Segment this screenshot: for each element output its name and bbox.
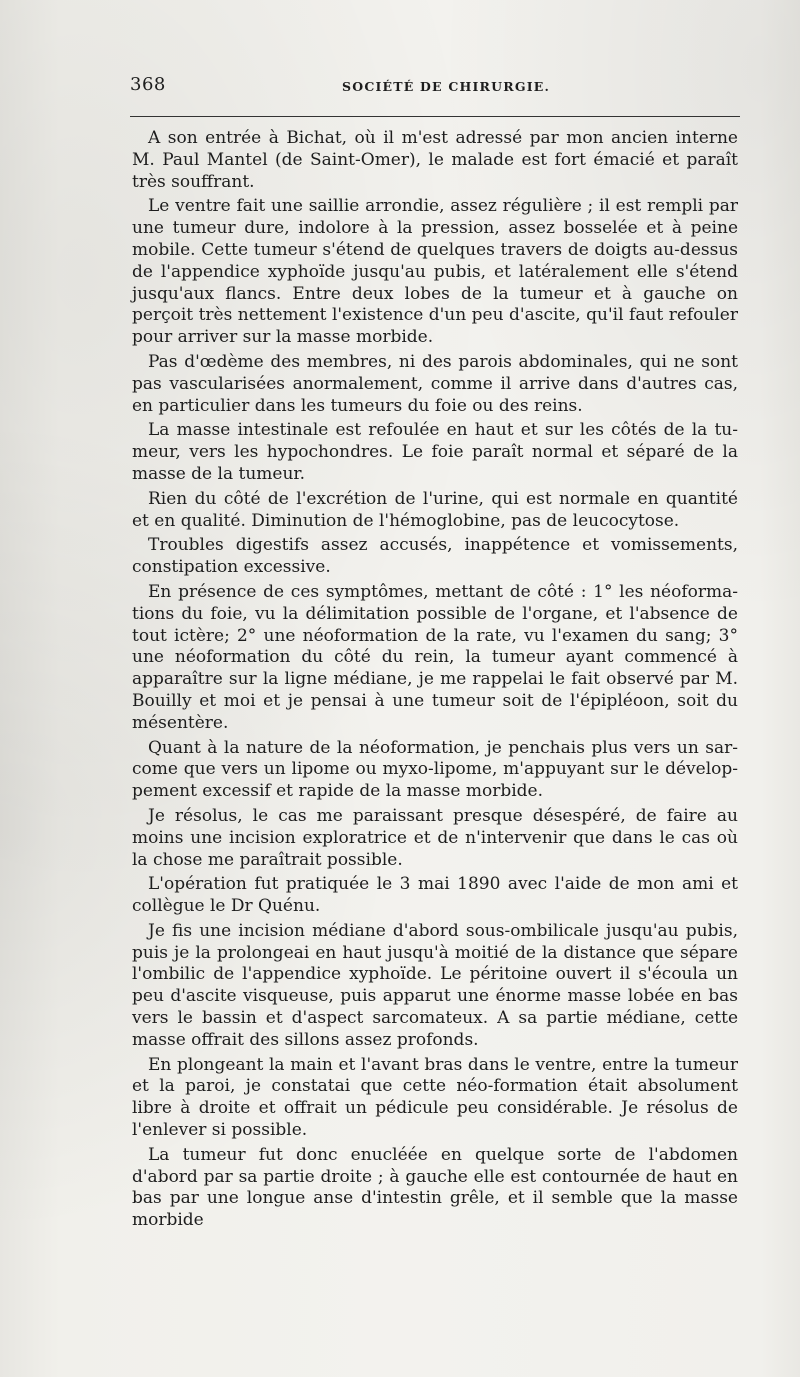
paragraph: Pas d'œdème des membres, ni des parois abdominales, qui ne sont pas vascularisées anormalement, comme il arrive dans d'autres cas, en particulier dans les tumeurs du foie ou des reins. (132, 351, 738, 416)
paragraph: Troubles digestifs assez accusés, inappétence et vomissements, constipation excessive. (132, 535, 738, 578)
body-text (132, 128, 738, 1235)
paragraph: Quant à la nature de la néoformation, je penchais plus vers un sarcome que vers un lipome ou myxo-lipome, m'appuyant sur le développement excessif et rapide de la masse morbide. (132, 737, 738, 802)
paragraph: Le ventre fait une saillie arrondie, assez régulière ; il est rempli par une tumeur dure, indolore à la pression, assez bosselée et à peine mobile. Cette tumeur s'étend de quelques travers de doigts au-dessus de l'appendice xyphoïde jusqu'au pubis, et latéralement elle s'étend jusqu'aux flancs. Entre deux lobes de la tumeur et à gauche on perçoit très nettement l'existence d'un peu d'ascite, qu'il faut refouler pour arriver sur la masse morbide. (132, 196, 738, 348)
header-rule (130, 116, 740, 117)
paragraph: A son entrée à Bichat, où il m'est adressé par mon ancien interne M. Paul Mantel (de Saint-Omer), le malade est fort émacié et paraît très souffrant. (132, 128, 738, 192)
paragraph: L'opération fut pratiquée le 3 mai 1890 avec l'aide de mon ami et collègue le Dr Quénu. (132, 874, 738, 917)
page-number: 368 (130, 74, 166, 95)
paragraph: La tumeur fut donc enucléée en quelque sorte de l'abdomen d'abord par sa partie droite ; à gauche elle est contournée de haut en bas par une longue anse d'intestin grêle, et il semble que la masse morbide (132, 1144, 738, 1231)
paragraph: Je fis une incision médiane d'abord sous-ombilicale jusqu'au pubis, puis je la prolongeai en haut jusqu'à moitié de la distance que sépare l'ombilic de l'appendice xyphoïde. Le péritoine ouvert il s'écoula un peu d'ascite visqueuse, puis apparut une énorme masse lobée en bas vers le bassin et d'aspect sarcomateux. A sa partie médiane, cette masse offrait des sillons assez profonds. (132, 920, 738, 1050)
paragraph: En plongeant la main et l'avant bras dans le ventre, entre la tumeur et la paroi, je constatai que cette néo-formation était absolument libre à droite et offrait un pédicule peu considérable. Je résolus de l'enlever si possible. (132, 1054, 738, 1141)
paragraph: Rien du côté de l'excrétion de l'urine, qui est normale en quantité et en qualité. Diminution de l'hémoglobine, pas de leucocytose. (132, 488, 738, 531)
running-title: SOCIÉTÉ DE CHIRURGIE. (342, 79, 551, 94)
paragraph: La masse intestinale est refoulée en haut et sur les côtés de la tumeur, vers les hypochondres. Le foie paraît normal et séparé de la masse de la tumeur. (132, 420, 738, 484)
page-header (130, 74, 740, 104)
paragraph: Je résolus, le cas me paraissant presque désespéré, de faire au moins une incision exploratrice et de n'intervenir que dans le cas où la chose me paraîtrait possible. (132, 805, 738, 870)
paragraph: En présence de ces symptômes, mettant de côté : 1° les néoformations du foie, vu la délimitation possible de l'organe, et l'absence de tout ictère; 2° une néoformation de la rate, vu l'examen du sang; 3° une néoformation du côté du rein, la tumeur ayant commencé à apparaître sur la ligne médiane, je me rappelai le fait observé par M. Bouilly et moi et je pensai à une tumeur soit de l'épipléoon, soit du mésentère. (132, 581, 738, 733)
